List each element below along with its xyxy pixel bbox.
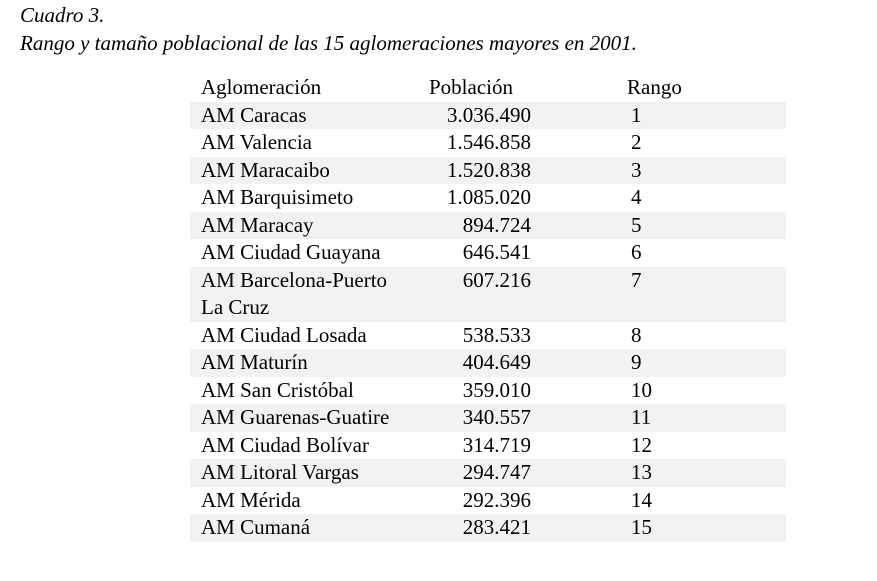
header-rango: Rango <box>627 75 682 99</box>
cell-name: AM Ciudad Losada <box>201 322 367 347</box>
cell-rank: 9 <box>537 349 786 377</box>
cell-rank: 12 <box>631 432 652 457</box>
cell-name <box>190 267 424 322</box>
cell-rank: 5 <box>537 212 786 240</box>
cell-rank: 15 <box>537 514 786 542</box>
cell-population: 646.541 <box>462 240 531 264</box>
table-row <box>190 322 786 350</box>
header-aglomeracion: Aglomeración <box>201 75 322 99</box>
table-number: Cuadro 3. <box>20 3 105 27</box>
table-row <box>190 267 786 322</box>
table-row <box>190 349 786 377</box>
cell-name: AM Litoral Vargas <box>190 459 424 487</box>
cell-rank: 4 <box>631 185 642 209</box>
cell-population: 894.724 <box>424 212 537 240</box>
cell-name: AM Barquisimeto <box>201 185 354 209</box>
cell-name: AM Valencia <box>201 130 312 154</box>
cell-population: 314.719 <box>462 432 531 457</box>
cell-population: 340.557 <box>424 404 537 432</box>
cell-name: AM Maturín <box>190 349 424 377</box>
cell-population: 404.649 <box>424 349 537 377</box>
table-row <box>190 184 786 212</box>
cell-population: 294.747 <box>424 459 537 487</box>
cell-rank: 7 <box>537 267 786 322</box>
cell-rank: 1 <box>537 102 786 130</box>
population-table <box>190 74 786 542</box>
cell-rank: 8 <box>631 322 642 347</box>
cell-population: 607.216 <box>424 267 537 322</box>
cell-rank: 11 <box>537 404 786 432</box>
cell-name: AM Ciudad Guayana <box>201 240 381 264</box>
cell-name-line-1: AM Barcelona-Puerto <box>201 267 388 292</box>
cell-name: AM Ciudad Bolívar <box>201 432 369 457</box>
table-row <box>190 157 786 185</box>
cell-population: 292.396 <box>462 487 531 512</box>
cell-name-line-2: La Cruz <box>201 295 270 319</box>
cell-rank: 10 <box>631 377 652 402</box>
cell-rank: 6 <box>631 240 642 264</box>
cell-population: 3.036.490 <box>424 102 537 130</box>
table-title: Rango y tamaño poblacional de las 15 aglomeraciones mayores en 2001. <box>20 31 637 55</box>
cell-population: 1.546.858 <box>447 130 531 154</box>
cell-population: 1.520.838 <box>424 157 537 185</box>
cell-population: 283.421 <box>424 514 537 542</box>
table-row <box>190 487 786 515</box>
cell-name: AM San Cristóbal <box>201 377 354 402</box>
cell-rank: 13 <box>537 459 786 487</box>
table-row <box>190 377 786 405</box>
cell-name: AM Maracaibo <box>190 157 424 185</box>
table-row <box>190 459 786 487</box>
table-row <box>190 129 786 157</box>
header-row <box>190 74 786 102</box>
cell-rank: 3 <box>537 157 786 185</box>
cell-name: AM Cumaná <box>190 514 424 542</box>
table-row <box>190 239 786 267</box>
table-row <box>190 404 786 432</box>
cell-name: AM Caracas <box>190 102 424 130</box>
table-row <box>190 432 786 460</box>
cell-population: 359.010 <box>462 377 531 402</box>
cell-name: AM Maracay <box>190 212 424 240</box>
cell-rank: 2 <box>631 130 642 154</box>
header-poblacion: Población <box>429 75 513 99</box>
table-row <box>190 212 786 240</box>
cell-rank: 14 <box>631 487 652 512</box>
table-row <box>190 514 786 542</box>
cell-name: AM Guarenas-Guatire <box>190 404 424 432</box>
cell-population: 538.533 <box>462 322 531 347</box>
cell-name: AM Mérida <box>201 487 301 512</box>
cell-population: 1.085.020 <box>447 185 531 209</box>
table-row <box>190 102 786 130</box>
